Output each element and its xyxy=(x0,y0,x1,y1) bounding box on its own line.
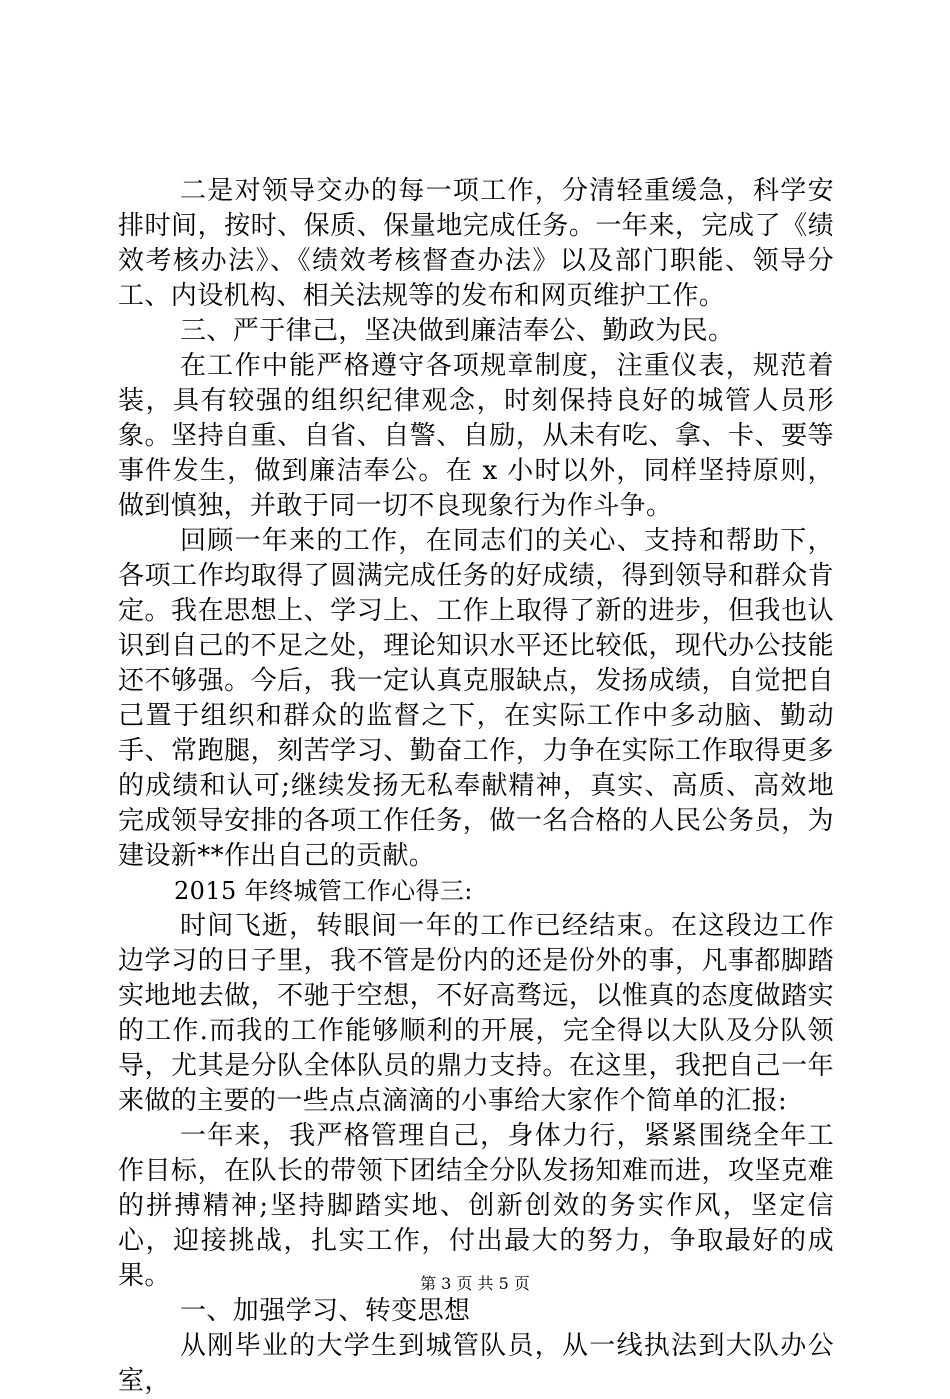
document-body xyxy=(118,174,834,1399)
paragraph-self-management: 一年来，我严格管理自己，身体力行，紧紧围绕全年工作目标，在队长的带领下团结全分队发扬知难而进，攻坚克难的拼搏精神;坚持脚踏实地、创新创效的务实作风，坚定信心，迎接挑战，扎实工作，付出最大的努力，争取最好的成果。 xyxy=(118,1121,834,1291)
section-title-experience-three: 2015 年终城管工作心得三: xyxy=(174,877,473,905)
paragraph-year-review: 回顾一年来的工作，在同志们的关心、支持和帮助下，各项工作均取得了圆满完成任务的好成绩，得到领导和群众肯定。我在思想上、学习上、工作上取得了新的进步，但我也认识到自己的不足之处，理论知识水平还比较低，现代办公技能还不够强。今后，我一定认真克服缺点，发扬成绩，自觉把自己置于组织和群众的监督之下，在实际工作中多动脑、勤动手、常跑腿，刻苦学习、勤奋工作，力争在实际工作取得更多的成绩和认可;继续发扬无私奉献精神，真实、高质、高效地完成领导安排的各项工作任务，做一名合格的人民公务员，为建设新**作出自己的贡献。 xyxy=(118,526,834,871)
paragraph-time-flies: 时间飞逝，转眼间一年的工作已经结束。在这段边工作边学习的日子里，我不管是份内的还是份外的事，凡事都脚踏实地地去做，不驰于空想，不好高骛远，以惟真的态度做踏实的工作.而我的工作能够顺利的开展，完全得以大队及分队领导，尤其是分队全体队员的鼎力支持。在这里，我把自己一年来做的主要的一些点点滴滴的小事给大家作个简单的汇报: xyxy=(118,911,834,1116)
paragraph-discipline: 在工作中能严格遵守各项规章制度，注重仪表，规范着装，具有较强的组织纪律观念，时刻保持良好的城管人员形象。坚持自重、自省、自警、自励，从未有吃、拿、卡、要等事件发生，做到廉洁奉公。在 x 小时以外，同样坚持原则，做到慎独，并敢于同一切不良现象行为作斗争。 xyxy=(118,351,834,521)
section-heading-study: 一、加强学习、转变思想 xyxy=(180,1296,471,1326)
paragraph-work-assignments: 二是对领导交办的每一项工作，分清轻重缓急，科学安排时间，按时、保质、保量地完成任务。一年来，完成了《绩效考核办法》、《绩效考核督查办法》以及部门职能、领导分工、内设机构、相关法规等的发布和网页维护工作。 xyxy=(118,176,834,311)
paragraph-graduate: 从刚毕业的大学生到城管队员，从一线执法到大队办公室， xyxy=(118,1331,834,1396)
page-number-footer: 第 3 页 共 5 页 xyxy=(420,1274,530,1293)
section-heading-integrity: 三、严于律己，坚决做到廉洁奉公、勤政为民。 xyxy=(180,316,735,346)
